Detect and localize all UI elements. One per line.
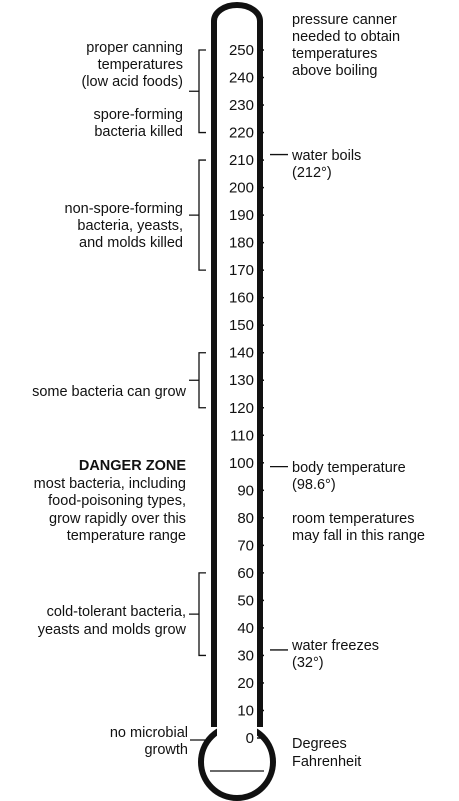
- svg-text:spore-forming: spore-forming: [93, 107, 183, 123]
- svg-text:pressure canner: pressure canner: [292, 12, 397, 28]
- water-freezes-label: [291, 638, 379, 671]
- no-microbial-growth-label: [110, 725, 188, 758]
- svg-text:grow rapidly over this: grow rapidly over this: [49, 511, 186, 527]
- tick-label-240: 240: [228, 69, 254, 87]
- water-boils-label: [291, 148, 361, 181]
- svg-text:(32°): (32°): [292, 655, 324, 671]
- some-bacteria-bracket: [189, 353, 206, 408]
- svg-text:above boiling: above boiling: [292, 63, 378, 79]
- range-brackets: [189, 50, 206, 655]
- svg-text:no microbial: no microbial: [109, 725, 188, 741]
- cold-tolerant-bracket: [189, 573, 206, 656]
- tick-label-60: 60: [237, 564, 254, 582]
- tick-label-30: 30: [237, 647, 254, 665]
- svg-text:DANGER ZONE: DANGER ZONE: [78, 458, 186, 474]
- tick-label-210: 210: [228, 152, 254, 170]
- tick-label-180: 180: [228, 234, 254, 252]
- tick-label-170: 170: [228, 262, 254, 280]
- tick-label-190: 190: [228, 207, 254, 225]
- tick-label-120: 120: [228, 399, 254, 417]
- tick-label-40: 40: [237, 619, 254, 637]
- tick-label-70: 70: [237, 537, 254, 555]
- svg-text:growth: growth: [144, 742, 188, 758]
- svg-text:Degrees: Degrees: [292, 736, 347, 752]
- tick-label-130: 130: [228, 372, 254, 390]
- non-spore-forming-label: [65, 201, 183, 251]
- svg-text:(98.6°): (98.6°): [292, 477, 336, 493]
- svg-text:and molds killed: and molds killed: [79, 235, 183, 251]
- svg-text:yeasts and molds grow: yeasts and molds grow: [37, 622, 186, 638]
- svg-text:may fall in this range: may fall in this range: [292, 528, 425, 544]
- tick-label-200: 200: [228, 179, 254, 197]
- some-bacteria-label: [32, 384, 186, 400]
- tick-label-20: 20: [237, 674, 254, 692]
- tick-label-140: 140: [228, 344, 254, 362]
- canning-bracket: [189, 50, 206, 133]
- svg-text:non-spore-forming: non-spore-forming: [64, 201, 183, 217]
- tick-label-160: 160: [228, 289, 254, 307]
- svg-text:food-poisoning types,: food-poisoning types,: [48, 493, 186, 509]
- room-temperatures-label: [292, 511, 425, 544]
- svg-text:proper canning: proper canning: [86, 40, 183, 56]
- spore-forming-label: [94, 107, 183, 140]
- pressure-canner-label: [292, 12, 400, 79]
- svg-text:(low acid foods): (low acid foods): [81, 74, 183, 90]
- danger-zone-title: [79, 458, 186, 474]
- svg-text:temperatures: temperatures: [292, 46, 378, 62]
- svg-text:water boils: water boils: [292, 148, 362, 164]
- tick-label-110: 110: [230, 427, 254, 445]
- svg-text:(212°): (212°): [292, 165, 332, 181]
- tick-label-150: 150: [228, 317, 254, 335]
- svg-text:bacteria killed: bacteria killed: [94, 124, 183, 140]
- unit-caption: [292, 736, 361, 770]
- tick-label-90: 90: [237, 482, 254, 500]
- reference-markers: [270, 155, 288, 650]
- danger-zone-description: [34, 476, 186, 544]
- tick-label-10: 10: [237, 702, 254, 720]
- svg-text:some bacteria can grow: some bacteria can grow: [32, 384, 186, 400]
- svg-text:body temperature: body temperature: [292, 460, 406, 476]
- svg-text:cold-tolerant bacteria,: cold-tolerant bacteria,: [46, 604, 186, 620]
- body-temperature-label: [292, 460, 406, 493]
- svg-text:needed to obtain: needed to obtain: [292, 29, 401, 45]
- tick-label-50: 50: [237, 592, 254, 610]
- tick-label-0: 0: [245, 730, 254, 747]
- tick-label-230: 230: [228, 97, 254, 115]
- tick-label-250: 250: [228, 42, 254, 59]
- svg-text:bacteria, yeasts,: bacteria, yeasts,: [77, 218, 183, 234]
- proper-canning-label: [81, 40, 183, 90]
- non-spore-bracket: [189, 160, 206, 270]
- svg-text:temperature range: temperature range: [66, 528, 186, 544]
- tick-label-100: 100: [228, 454, 254, 472]
- tick-label-80: 80: [237, 509, 254, 527]
- tick-label-220: 220: [228, 124, 254, 142]
- svg-text:Fahrenheit: Fahrenheit: [292, 754, 362, 770]
- svg-text:temperatures: temperatures: [97, 57, 183, 73]
- cold-tolerant-label: [38, 604, 187, 638]
- svg-text:room temperatures: room temperatures: [292, 511, 415, 527]
- svg-text:most bacteria, including: most bacteria, including: [33, 476, 186, 492]
- svg-text:water freezes: water freezes: [292, 638, 380, 654]
